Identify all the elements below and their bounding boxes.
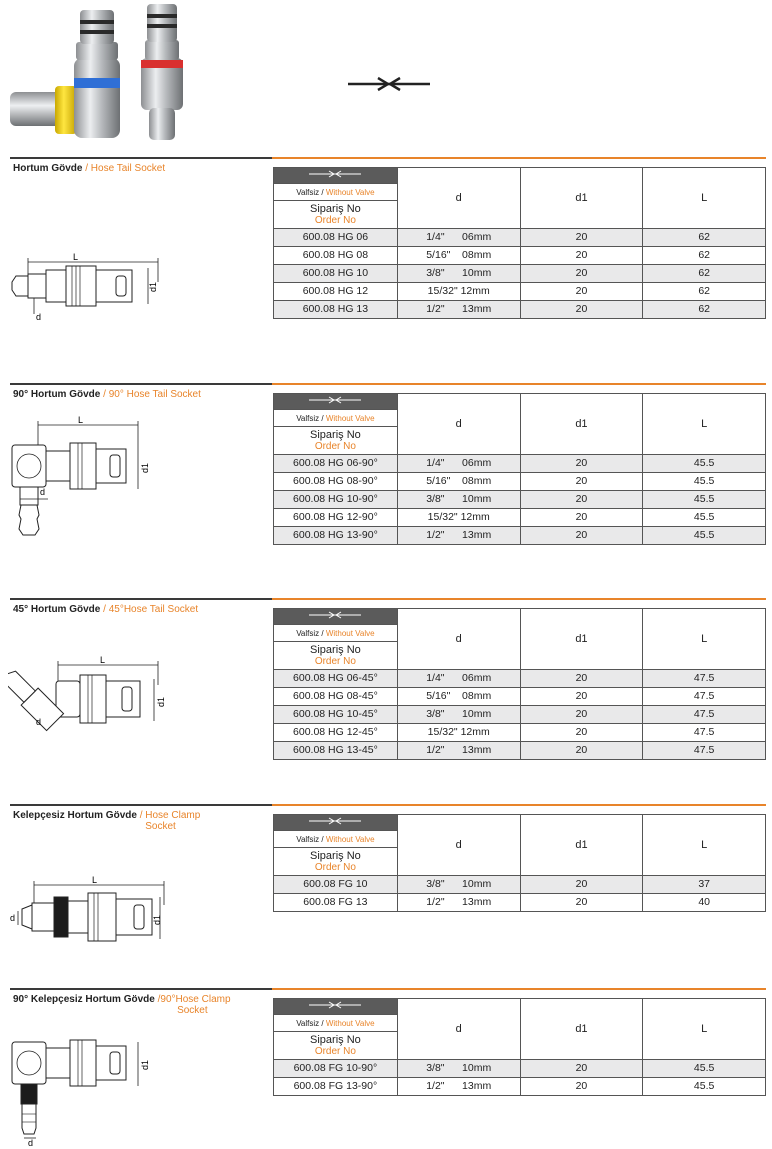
dim-label-L: L bbox=[100, 655, 106, 665]
hose-clamp-socket-drawing bbox=[8, 850, 168, 980]
valve-label: Valfsiz / Without Valve bbox=[274, 625, 398, 642]
dim-label-d: d bbox=[40, 487, 46, 497]
col-header-L: L bbox=[643, 999, 766, 1060]
col-header-d: d bbox=[397, 999, 520, 1060]
quick-coupling-symbol-icon bbox=[305, 816, 365, 826]
section-45-hose-tail-socket bbox=[0, 598, 772, 778]
dim-label-d1: d1 bbox=[152, 914, 162, 925]
col-header-d1: d1 bbox=[520, 394, 643, 455]
valve-header-cell bbox=[274, 609, 398, 625]
table-row: 600.08 HG 06 1/4" 06mm 20 62 bbox=[274, 229, 766, 247]
col-header-d1: d1 bbox=[520, 815, 643, 876]
spec-table bbox=[273, 814, 766, 912]
section-title: Hortum Gövde / Hose Tail Socket bbox=[13, 163, 166, 174]
col-header-L: L bbox=[643, 609, 766, 670]
col-header-d: d bbox=[397, 168, 520, 229]
valve-label: Valfsiz / Without Valve bbox=[274, 831, 398, 848]
table-row: 600.08 HG 13-45° 1/2" 13mm 20 47.5 bbox=[274, 742, 766, 760]
col-header-d1: d1 bbox=[520, 999, 643, 1060]
table-row: 600.08 HG 08-45° 5/16" 08mm 20 47.5 bbox=[274, 688, 766, 706]
divider bbox=[10, 157, 272, 159]
hero-area bbox=[0, 0, 772, 150]
dim-label-d1: d1 bbox=[156, 696, 166, 707]
table-row: 600.08 HG 12 15/32" 12mm 20 62 bbox=[274, 283, 766, 301]
table-row: 600.08 FG 10-90° 3/8" 10mm 20 45.5 bbox=[274, 1060, 766, 1078]
table-row: 600.08 HG 13-90° 1/2" 13mm 20 45.5 bbox=[274, 527, 766, 545]
order-no-header: Sipariş No Order No bbox=[274, 427, 398, 455]
divider bbox=[10, 804, 272, 806]
valve-label: Valfsiz / Without Valve bbox=[274, 410, 398, 427]
dim-label-L: L bbox=[92, 875, 98, 885]
table-row: 600.08 HG 06-45° 1/4" 06mm 20 47.5 bbox=[274, 670, 766, 688]
valve-label: Valfsiz / Without Valve bbox=[274, 184, 398, 201]
quick-coupling-symbol-icon bbox=[305, 395, 365, 405]
divider bbox=[10, 598, 272, 600]
valve-header-cell bbox=[274, 815, 398, 831]
divider bbox=[10, 383, 272, 385]
section-90-hose-clamp-socket bbox=[0, 988, 772, 1149]
table-row: 600.08 HG 12-45° 15/32" 12mm 20 47.5 bbox=[274, 724, 766, 742]
order-no-header: Sipariş No Order No bbox=[274, 848, 398, 876]
90-hose-clamp-socket-drawing bbox=[8, 1024, 168, 1146]
table-row: 600.08 HG 13 1/2" 13mm 20 62 bbox=[274, 301, 766, 319]
table-row: 600.08 FG 10 3/8" 10mm 20 37 bbox=[274, 876, 766, 894]
order-no-header: Sipariş No Order No bbox=[274, 1032, 398, 1060]
dim-label-L: L bbox=[78, 415, 84, 425]
col-header-L: L bbox=[643, 168, 766, 229]
90-hose-tail-socket-drawing bbox=[8, 415, 168, 545]
section-hose-tail-socket bbox=[0, 157, 772, 337]
col-header-L: L bbox=[643, 394, 766, 455]
col-header-d: d bbox=[397, 609, 520, 670]
divider bbox=[272, 157, 766, 159]
divider bbox=[10, 988, 272, 990]
table-row: 600.08 HG 08 5/16" 08mm 20 62 bbox=[274, 247, 766, 265]
quick-coupling-symbol-icon bbox=[348, 78, 430, 90]
table-row: 600.08 FG 13-90° 1/2" 13mm 20 45.5 bbox=[274, 1078, 766, 1096]
divider bbox=[272, 598, 766, 600]
valve-label: Valfsiz / Without Valve bbox=[274, 1015, 398, 1032]
section-title: 90° Hortum Gövde / 90° Hose Tail Socket bbox=[13, 389, 201, 400]
divider bbox=[272, 988, 766, 990]
col-header-d: d bbox=[397, 815, 520, 876]
dim-label-d: d bbox=[36, 717, 42, 727]
valve-header-cell bbox=[274, 394, 398, 410]
col-header-d1: d1 bbox=[520, 609, 643, 670]
col-header-d: d bbox=[397, 394, 520, 455]
section-title: 90° Kelepçesiz Hortum Gövde /90°Hose Clamp Socket bbox=[13, 994, 231, 1016]
valve-header-cell bbox=[274, 168, 398, 184]
table-row: 600.08 HG 10-45° 3/8" 10mm 20 47.5 bbox=[274, 706, 766, 724]
order-no-header: Sipariş No Order No bbox=[274, 642, 398, 670]
order-no-header: Sipariş No Order No bbox=[274, 201, 398, 229]
section-90-hose-tail-socket bbox=[0, 383, 772, 563]
table-row: 600.08 HG 12-90° 15/32" 12mm 20 45.5 bbox=[274, 509, 766, 527]
dim-label-L: L bbox=[73, 252, 79, 262]
section-title: Kelepçesiz Hortum Gövde / Hose Clamp Socket bbox=[13, 810, 201, 832]
table-row: 600.08 HG 10 3/8" 10mm 20 62 bbox=[274, 265, 766, 283]
section-title: 45° Hortum Gövde / 45°Hose Tail Socket bbox=[13, 604, 199, 615]
valve-header-cell bbox=[274, 999, 398, 1015]
section-hose-clamp-socket bbox=[0, 804, 772, 944]
45-hose-tail-socket-drawing bbox=[8, 640, 168, 770]
dim-label-d1: d1 bbox=[148, 281, 158, 292]
dim-label-d1: d1 bbox=[140, 1059, 150, 1070]
table-row: 600.08 FG 13 1/2" 13mm 20 40 bbox=[274, 894, 766, 912]
col-header-L: L bbox=[643, 815, 766, 876]
divider bbox=[272, 383, 766, 385]
table-row: 600.08 HG 10-90° 3/8" 10mm 20 45.5 bbox=[274, 491, 766, 509]
divider bbox=[272, 804, 766, 806]
spec-table bbox=[273, 393, 766, 545]
spec-table bbox=[273, 998, 766, 1096]
quick-coupling-symbol-icon bbox=[305, 610, 365, 620]
table-row: 600.08 HG 06-90° 1/4" 06mm 20 45.5 bbox=[274, 455, 766, 473]
table-row: 600.08 HG 08-90° 5/16" 08mm 20 45.5 bbox=[274, 473, 766, 491]
hose-tail-socket-drawing bbox=[8, 227, 168, 357]
dim-label-d1: d1 bbox=[140, 462, 150, 473]
dim-label-d: d bbox=[28, 1138, 34, 1146]
coupling-product-photo bbox=[0, 0, 772, 150]
dim-label-d: d bbox=[36, 312, 42, 322]
col-header-d1: d1 bbox=[520, 168, 643, 229]
spec-table bbox=[273, 608, 766, 760]
quick-coupling-symbol-icon bbox=[305, 1000, 365, 1010]
spec-table bbox=[273, 167, 766, 319]
quick-coupling-symbol-icon bbox=[305, 169, 365, 179]
dim-label-d: d bbox=[10, 913, 16, 923]
